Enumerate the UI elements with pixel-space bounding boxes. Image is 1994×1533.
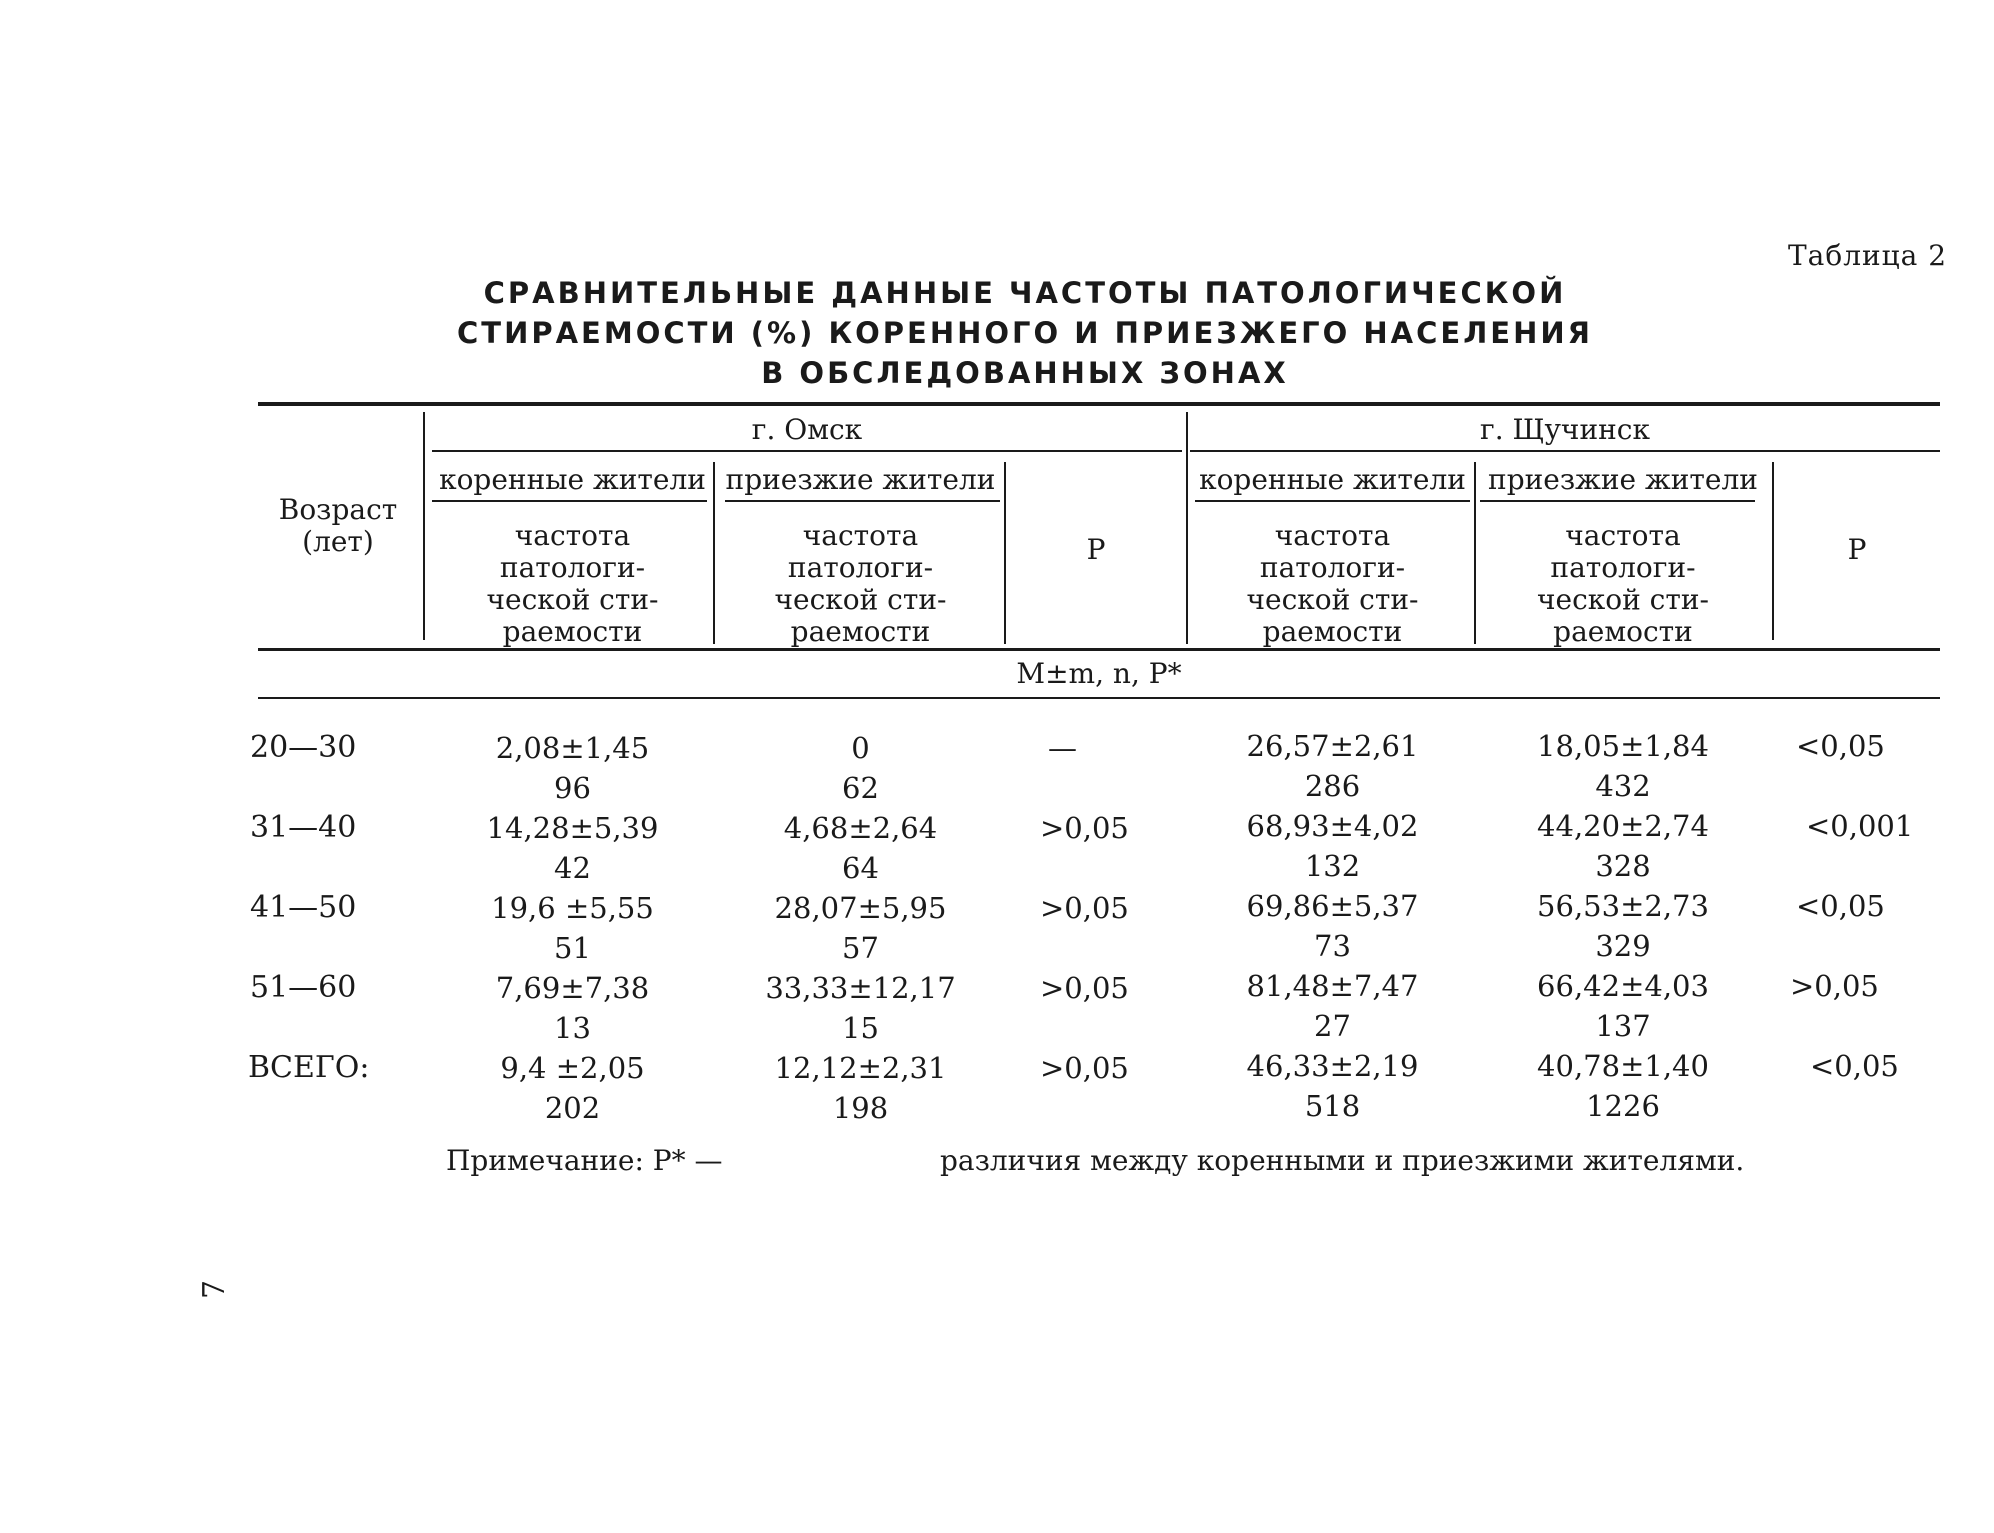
page-number: 7 — [197, 1279, 233, 1300]
sh-newcomers-value: 40,78±1,40 1226 — [1537, 1049, 1709, 1123]
omsk-native-value: 7,69±7,38 13 — [495, 971, 650, 1045]
omsk-header-rule — [432, 450, 1182, 452]
omsk-p-value: — — [1048, 731, 1077, 765]
sh-native-value: 69,86±5,37 73 — [1246, 889, 1419, 963]
omsk-p-value: >0,05 — [1040, 891, 1129, 925]
sh-native-frequency-header: частота патологи- ческой сти- раемости — [1246, 519, 1419, 648]
shchuchinsk-header-rule — [1190, 450, 1940, 452]
sh-newcomers-value: 56,53±2,73 329 — [1537, 889, 1709, 963]
age-header-line-2: (лет) — [302, 525, 374, 558]
sh-native-value: 81,48±7,47 27 — [1246, 969, 1419, 1043]
sh-newcomers-frequency-header: частота патологи- ческой сти- раемости — [1537, 519, 1709, 648]
sh-p-value: <0,05 — [1796, 729, 1885, 763]
sh-p-value: <0,001 — [1806, 809, 1914, 843]
age-column-divider — [423, 412, 425, 640]
sh-newcomers-header: приезжие жители — [1488, 463, 1758, 496]
omsk-native-value: 9,4 ±2,05 202 — [500, 1051, 645, 1125]
sh-native-rule — [1195, 500, 1470, 502]
table-number-label: Таблица 2 — [1788, 239, 1948, 272]
sh-newcomers-value: 44,20±2,74 328 — [1537, 809, 1709, 883]
omsk-p-value: >0,05 — [1040, 971, 1129, 1005]
age-header — [258, 494, 418, 558]
omsk-native-value: 19,6 ±5,55 51 — [491, 891, 654, 965]
sh-p-value: <0,05 — [1796, 889, 1885, 923]
omsk-p-header: P — [1086, 533, 1106, 566]
sh-p-header: P — [1847, 533, 1867, 566]
omsk-newcomers-header: приезжие жители — [725, 463, 996, 496]
sh-newcomers-rule — [1480, 500, 1755, 502]
table-title-line-3: В ОБСЛЕДОВАННЫХ ЗОНАХ — [761, 356, 1289, 390]
stats-bottom-rule — [258, 697, 1940, 699]
omsk-newcomers-value: 4,68±2,64 64 — [783, 811, 938, 885]
omsk-newcomers-rule — [725, 500, 1000, 502]
sh-native-value: 68,93±4,02 132 — [1246, 809, 1419, 883]
table-title-line-1: СРАВНИТЕЛЬНЫЕ ДАННЫЕ ЧАСТОТЫ ПАТОЛОГИЧЕСКОЙ — [483, 276, 1567, 310]
omsk-newcomers-value: 33,33±12,17 15 — [765, 971, 956, 1045]
omsk-newcomers-value: 12,12±2,31 198 — [774, 1051, 947, 1125]
sh-native-header: коренные жители — [1199, 463, 1466, 496]
header-bottom-rule — [258, 648, 1940, 651]
stats-notation: M±m, n, P* — [1016, 657, 1182, 690]
age-header-line-1: Возраст — [278, 493, 398, 526]
sh-p-value: >0,05 — [1790, 969, 1879, 1003]
sh-newcomers-value: 66,42±4,03 137 — [1537, 969, 1709, 1043]
table-title-line-2: СТИРАЕМОСТИ (%) КОРЕННОГО И ПРИЕЗЖЕГО НАСЕЛЕНИЯ — [457, 316, 1593, 350]
omsk-p-value: >0,05 — [1040, 1051, 1129, 1085]
omsk-p-value: >0,05 — [1040, 811, 1129, 845]
sh-newcomers-value: 18,05±1,84 432 — [1537, 729, 1709, 803]
row-age: ВСЕГО: — [248, 1050, 370, 1085]
footnote-label: Примечание: P* — — [446, 1144, 723, 1177]
omsk-native-value: 2,08±1,45 96 — [495, 731, 650, 805]
row-age: 41—50 — [250, 890, 357, 925]
city-header-omsk: г. Омск — [751, 413, 863, 446]
row-age: 20—30 — [250, 730, 357, 765]
omsk-newcomers-frequency-header: частота патологи- ческой сти- раемости — [774, 519, 947, 648]
omsk-native-frequency-header: частота патологи- ческой сти- раемости — [486, 519, 659, 648]
omsk-native-header: коренные жители — [439, 463, 706, 496]
sh-native-value: 46,33±2,19 518 — [1246, 1049, 1419, 1123]
footnote-text: различия между коренными и приезжими жителями. — [940, 1144, 1745, 1177]
table-top-rule — [258, 402, 1940, 406]
row-age: 51—60 — [250, 970, 357, 1005]
omsk-newcomers-value: 0 62 — [842, 731, 879, 805]
sh-native-value: 26,57±2,61 286 — [1246, 729, 1419, 803]
omsk-native-rule — [432, 500, 707, 502]
omsk-native-value: 14,28±5,39 42 — [486, 811, 659, 885]
city-header-shchuchinsk: г. Щучинск — [1480, 413, 1650, 446]
row-age: 31—40 — [250, 810, 357, 845]
sh-p-value: <0,05 — [1810, 1049, 1899, 1083]
city-divider — [1186, 412, 1188, 644]
omsk-newcomers-value: 28,07±5,95 57 — [774, 891, 947, 965]
